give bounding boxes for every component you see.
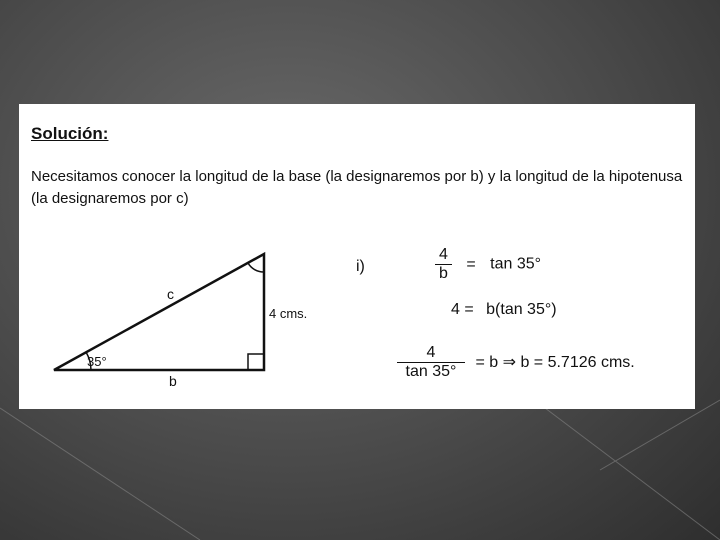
equation-1 xyxy=(435,246,541,283)
eq2-lhs: 4 = xyxy=(451,301,474,318)
label-height: 4 cms. xyxy=(269,306,308,321)
eq1-fraction xyxy=(435,246,452,283)
eq3-denominator: tan 35° xyxy=(397,362,465,381)
label-hypotenuse: c xyxy=(167,286,174,302)
eq1-rhs: tan 35° xyxy=(490,255,542,273)
label-base: b xyxy=(169,373,177,389)
problem-intro-text: Necesitamos conocer la longitud de la base (la designaremos por b) y la longitud de la hipotenusa (la designaremos por c) xyxy=(31,168,683,207)
equation-2 xyxy=(451,301,557,319)
slide-card xyxy=(19,104,695,409)
right-angle-mark xyxy=(248,354,264,370)
eq1-equals: = xyxy=(466,255,476,273)
eq3-fraction xyxy=(397,344,465,381)
eq3-numerator: 4 xyxy=(426,344,436,361)
equation-3 xyxy=(397,344,635,381)
eq1-numerator: 4 xyxy=(439,246,448,263)
top-angle-arc xyxy=(248,263,264,272)
eq2-rhs: b(tan 35°) xyxy=(486,301,557,318)
label-angle: 35° xyxy=(87,354,107,369)
solution-heading: Solución: xyxy=(31,124,109,143)
step-marker: i) xyxy=(356,258,365,275)
eq3-rhs: = b ⇒ b = 5.7126 cms. xyxy=(475,353,635,371)
eq1-denominator: b xyxy=(435,264,452,283)
